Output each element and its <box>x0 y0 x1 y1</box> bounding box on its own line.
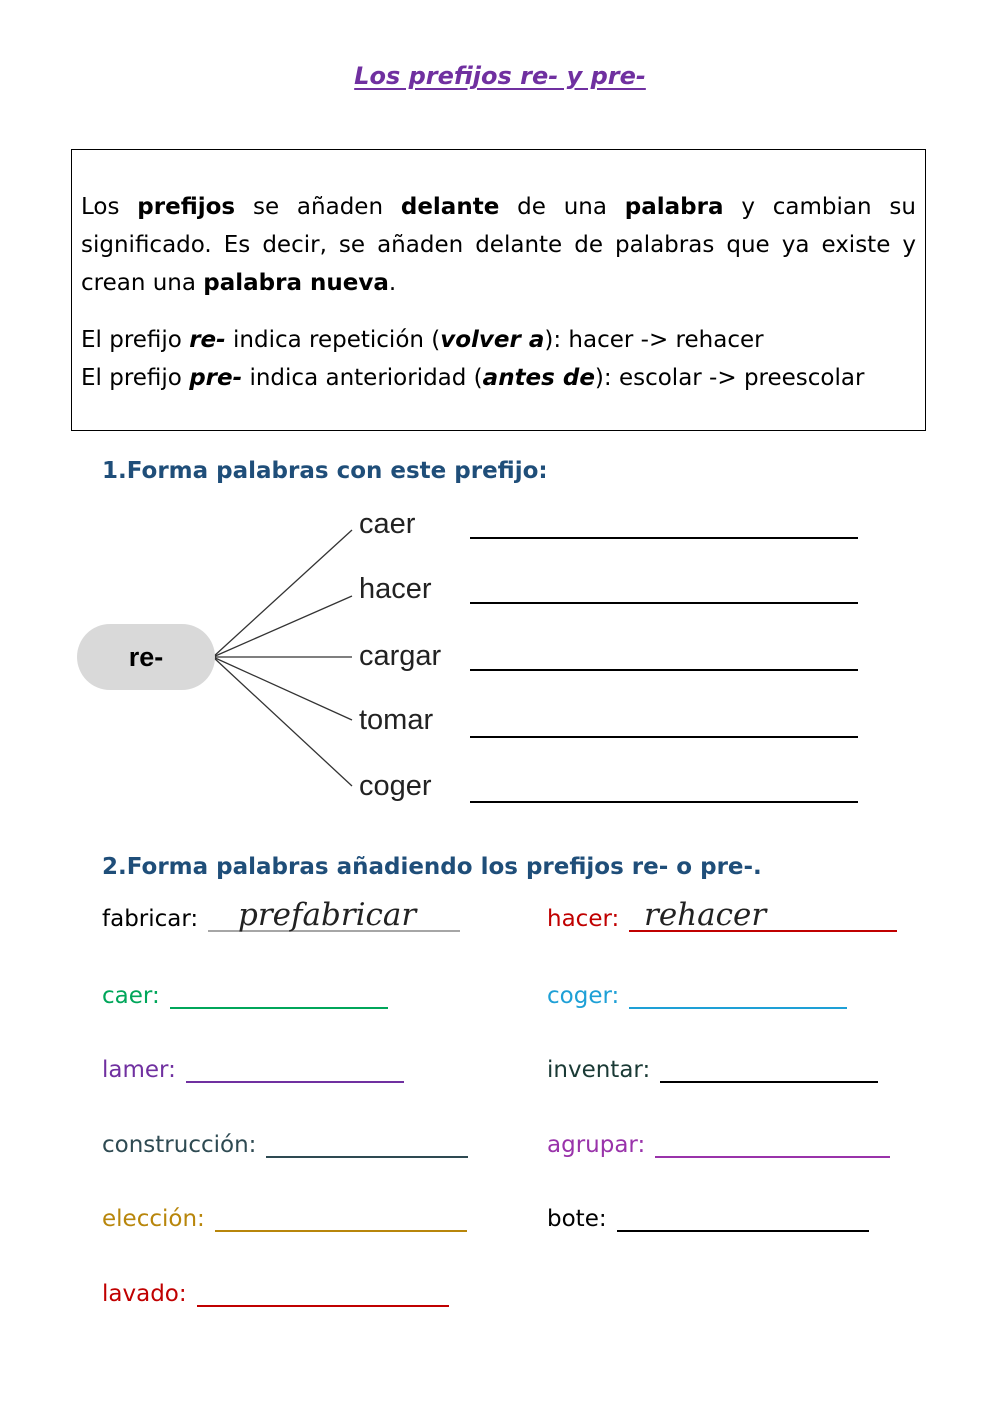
text-run: El prefijo <box>81 365 190 391</box>
bold-run: palabra <box>624 194 724 220</box>
worksheet-title: Los prefijos re- y pre- <box>354 62 646 90</box>
text-run: ): escolar -> preescolar <box>594 365 865 391</box>
connector-line <box>213 657 352 720</box>
connector-line <box>213 530 352 657</box>
text-run: indica anterioridad ( <box>242 365 483 391</box>
entry-label: inventar: <box>547 1057 651 1083</box>
entry-construccion <box>102 1132 468 1158</box>
entry-coger <box>547 983 847 1009</box>
entry-lamer <box>102 1057 404 1083</box>
entry-agrupar <box>547 1132 890 1158</box>
entry-label: bote: <box>547 1206 607 1232</box>
answer-line[interactable] <box>215 1208 467 1232</box>
base-word: caer <box>359 508 416 540</box>
answer-line[interactable] <box>470 537 858 539</box>
base-word: cargar <box>359 640 442 672</box>
handwritten-answer: rehacer <box>644 897 767 933</box>
answer-line[interactable] <box>170 985 388 1009</box>
bold-run: prefijos <box>137 194 236 220</box>
bold-run: palabra nueva <box>203 270 389 296</box>
entry-label: lavado: <box>102 1281 187 1307</box>
answer-line[interactable] <box>197 1283 449 1307</box>
handwritten-answer: prefabricar <box>238 897 417 933</box>
entry-inventar <box>547 1057 878 1083</box>
entry-label: hacer: <box>547 906 620 932</box>
answer-line[interactable] <box>617 1208 869 1232</box>
text-run: se añaden <box>235 194 401 220</box>
meaning-pre: antes de <box>482 365 595 391</box>
answer-line[interactable] <box>470 801 858 803</box>
connector-line <box>213 596 352 657</box>
answer-line[interactable] <box>470 669 858 671</box>
entry-label: caer: <box>102 983 160 1009</box>
base-word: tomar <box>359 704 434 736</box>
answer-line[interactable] <box>470 602 858 604</box>
exercise2-title: 2.Forma palabras añadiendo los prefijos re- o pre-. <box>102 854 762 880</box>
text-run: indica repetición ( <box>225 327 441 353</box>
base-word: hacer <box>359 573 432 605</box>
exercise1-title: 1.Forma palabras con este prefijo: <box>102 458 548 484</box>
text-run: Los <box>81 194 138 220</box>
entry-bote <box>547 1206 869 1232</box>
answer-line[interactable] <box>629 985 847 1009</box>
answer-line[interactable] <box>266 1134 468 1158</box>
base-word: coger <box>359 770 432 802</box>
answer-line[interactable] <box>660 1059 878 1083</box>
text-run: El prefijo <box>81 327 190 353</box>
entry-caer <box>102 983 388 1009</box>
entry-label: construcción: <box>102 1132 257 1158</box>
text-run: y cambian su significado. Es decir, se añaden delante de palabras que ya existe y crean una <box>81 194 916 296</box>
entry-label: fabricar: <box>102 906 199 932</box>
entry-eleccion <box>102 1206 467 1232</box>
answer-line[interactable] <box>470 736 858 738</box>
connector-line <box>213 657 352 786</box>
prefix-pre: pre- <box>189 365 243 391</box>
prefix-re: re- <box>189 327 226 353</box>
bold-run: delante <box>400 194 500 220</box>
entry-label: coger: <box>547 983 620 1009</box>
prefix-bubble: re- <box>77 624 215 690</box>
text-run: . <box>388 270 397 296</box>
answer-line[interactable] <box>655 1134 890 1158</box>
answer-line[interactable] <box>186 1059 404 1083</box>
entry-label: lamer: <box>102 1057 176 1083</box>
entry-label: elección: <box>102 1206 205 1232</box>
entry-lavado <box>102 1281 449 1307</box>
text-run: ): hacer -> rehacer <box>544 327 764 353</box>
meaning-re: volver a <box>440 327 545 353</box>
entry-label: agrupar: <box>547 1132 646 1158</box>
text-run: de una <box>499 194 625 220</box>
